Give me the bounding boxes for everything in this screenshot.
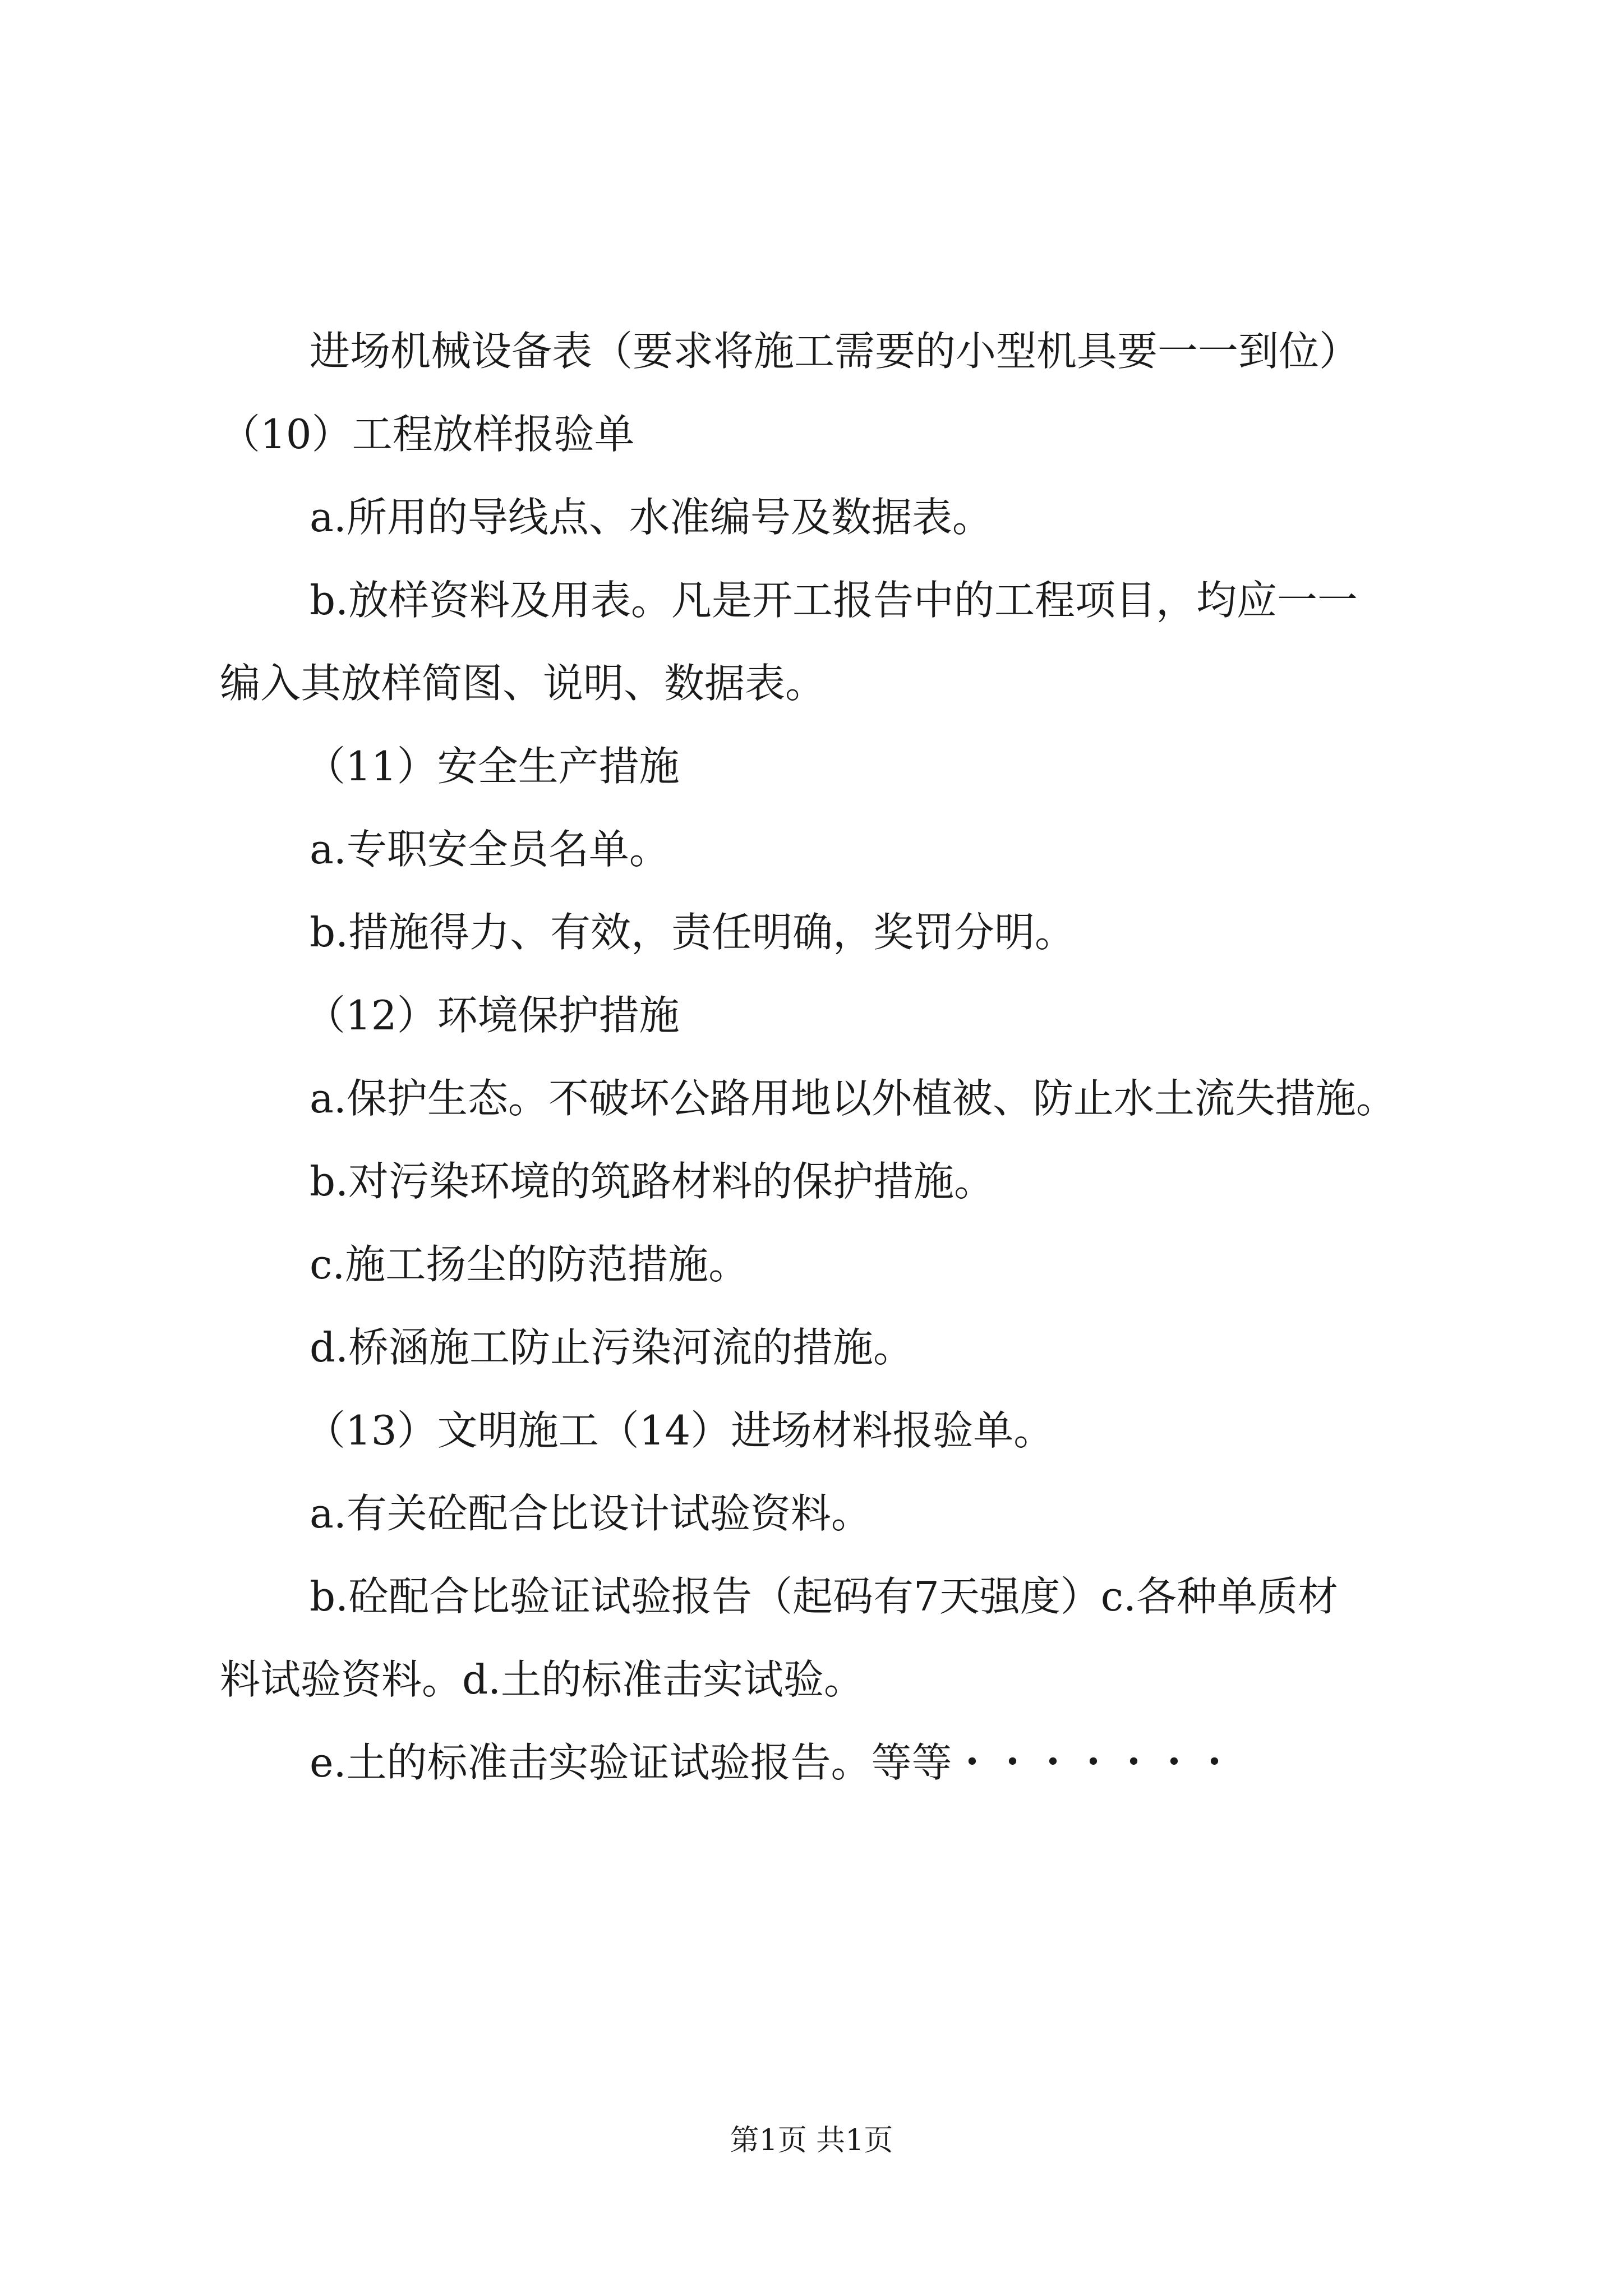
- paragraph-14a: a.有关砼配合比设计试验资料。: [310, 1490, 872, 1537]
- paragraph-equipment-table: 进场机械设备表（要求将施工需要的小型机具要一一到位）: [310, 328, 1360, 375]
- heading-13-14: （13）文明施工（14）进场材料报验单。: [305, 1407, 1054, 1454]
- paragraph-12b: b.对污染环境的筑路材料的保护措施。: [310, 1158, 994, 1205]
- paragraph-12c: c.施工扬尘的防范措施。: [310, 1241, 749, 1288]
- paragraph-10b-line1: b.放样资料及用表。凡是开工报告中的工程项目，均应一一: [310, 577, 1358, 624]
- paragraph-12a: a.保护生态。不破坏公路用地以外植被、防止水土流失措施。: [310, 1075, 1396, 1122]
- paragraph-14e: e.土的标准击实验证试验报告。等等・・・・・・・: [310, 1739, 1235, 1786]
- heading-10-staking-report: （10）工程放样报验单: [220, 411, 635, 458]
- paragraph-11b: b.措施得力、有效，责任明确，奖罚分明。: [310, 909, 1075, 956]
- page-number-label: 第1页 共1页: [730, 2124, 893, 2157]
- heading-11-safety: （11）安全生产措施: [305, 743, 680, 790]
- paragraph-10b-line2: 编入其放样简图、说明、数据表。: [220, 660, 826, 707]
- paragraph-14b-line2: 料试验资料。d.土的标准击实试验。: [220, 1656, 864, 1703]
- paragraph-11a: a.专职安全员名单。: [310, 826, 670, 873]
- paragraph-10a: a.所用的导线点、水准编号及数据表。: [310, 494, 993, 541]
- paragraph-14b-line1: b.砼配合比验证试验报告（起码有7天强度）c.各种单质材: [310, 1573, 1338, 1620]
- document-body: [220, 310, 1420, 1804]
- heading-12-environment: （12）环境保护措施: [305, 992, 680, 1039]
- paragraph-12d: d.桥涵施工防止污染河流的措施。: [310, 1324, 914, 1371]
- page-footer: [0, 2118, 1623, 2163]
